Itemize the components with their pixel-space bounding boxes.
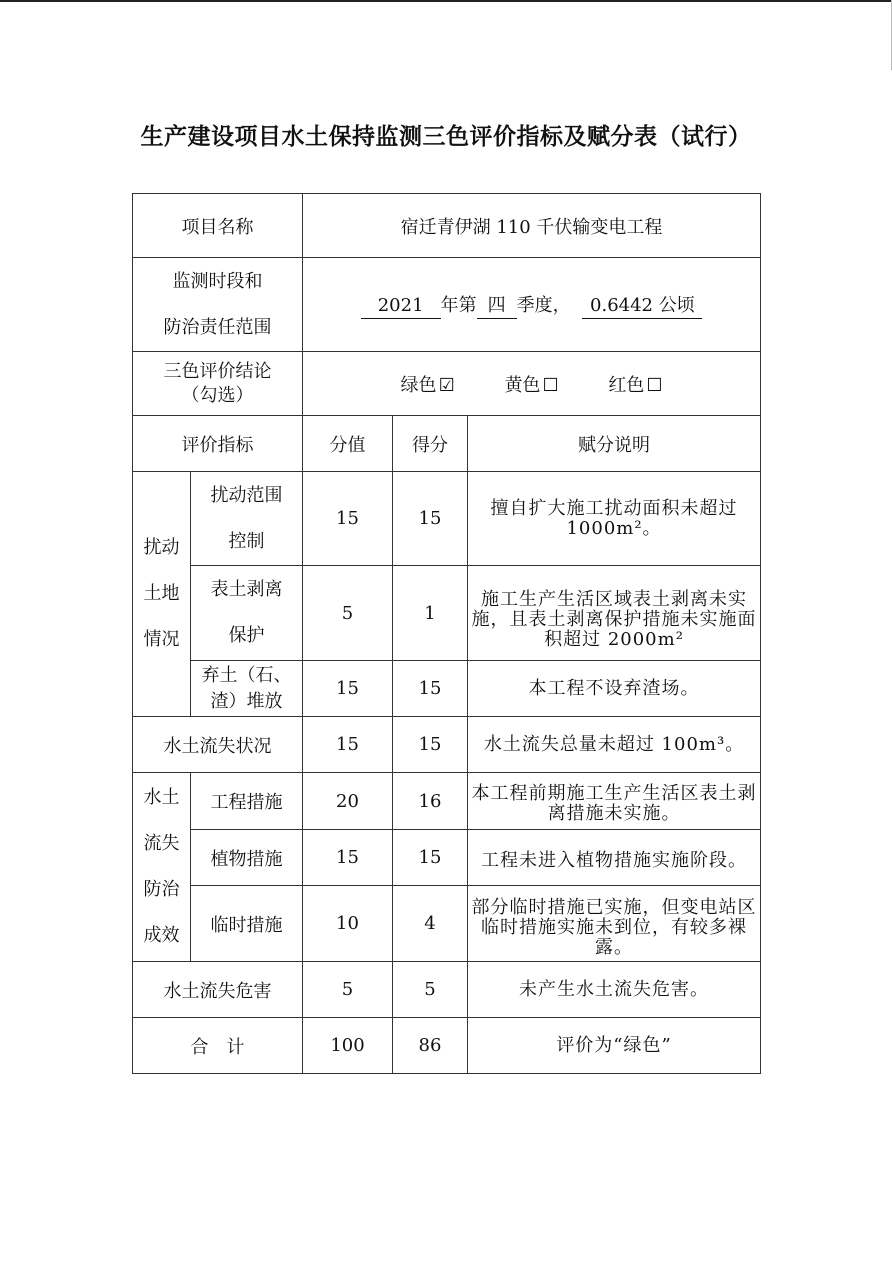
period-label-line1: 监测时段和	[172, 270, 263, 292]
group-control	[133, 773, 191, 962]
table-row	[133, 830, 761, 886]
table-row	[133, 566, 761, 661]
topsoil-score: 5	[303, 566, 393, 661]
temporary-desc: 部分临时措施已实施，但变电站区临时措施实施未到位，有较多裸露。	[468, 886, 761, 962]
project-row	[133, 194, 761, 258]
hazard-got: 5	[393, 962, 468, 1018]
period-value	[303, 258, 761, 352]
spoil-score: 15	[303, 661, 393, 717]
range-score: 15	[303, 472, 393, 566]
topsoil-got: 1	[393, 566, 468, 661]
loss-score: 15	[303, 717, 393, 773]
green-option[interactable]	[401, 371, 455, 397]
loss-desc: 水土流失总量未超过 100m³。	[468, 717, 761, 773]
total-row	[133, 1018, 761, 1074]
header-got: 得分	[393, 416, 468, 472]
red-label: 红色	[608, 374, 645, 396]
table-row	[133, 886, 761, 962]
range-label	[191, 472, 303, 566]
spoil-label-line2: 渣）堆放	[210, 690, 283, 712]
period-quarter: 四	[477, 294, 517, 319]
topsoil-label-line2: 保护	[228, 625, 265, 646]
engineering-label: 工程措施	[191, 773, 303, 830]
conclusion-label-line1: 三色评价结论	[163, 360, 272, 382]
spoil-got: 15	[393, 661, 468, 717]
hazard-score: 5	[303, 962, 393, 1018]
period-year: 2021	[361, 294, 441, 319]
spoil-label	[191, 661, 303, 717]
temporary-label: 临时措施	[191, 886, 303, 962]
topsoil-label	[191, 566, 303, 661]
period-quarter-suffix: 季度，	[516, 294, 571, 316]
topsoil-desc: 施工生产生活区域表土剥离未实施，且表土剥离保护措施未实施面积超过 2000m²	[468, 566, 761, 661]
total-score: 100	[303, 1018, 393, 1074]
period-label-line2: 防治责任范围	[163, 316, 272, 338]
group-disturb	[133, 472, 191, 717]
green-label: 绿色	[400, 374, 437, 396]
project-name: 宿迁青伊湖 110 千伏输变电工程	[303, 194, 761, 258]
conclusion-row	[133, 352, 761, 416]
page-top-border	[0, 0, 892, 2]
plant-desc: 工程未进入植物措施实施阶段。	[468, 830, 761, 886]
loss-got: 15	[393, 717, 468, 773]
temporary-score: 10	[303, 886, 393, 962]
loss-label: 水土流失状况	[133, 717, 303, 773]
total-label: 合 计	[133, 1018, 303, 1074]
table-row	[133, 962, 761, 1018]
total-desc: 评价为“绿色”	[468, 1018, 761, 1074]
table-row	[133, 472, 761, 566]
range-got: 15	[393, 472, 468, 566]
spoil-label-line1: 弃土（石、	[201, 664, 292, 686]
group-control-line4: 成效	[143, 925, 180, 946]
spoil-desc: 本工程不设弃渣场。	[468, 661, 761, 717]
table-row	[133, 717, 761, 773]
yellow-checkbox[interactable]: ☐	[542, 374, 559, 396]
group-control-line2: 流失	[143, 833, 180, 854]
header-explain: 赋分说明	[468, 416, 761, 472]
group-control-line1: 水土	[143, 787, 180, 808]
plant-score: 15	[303, 830, 393, 886]
yellow-label: 黄色	[504, 374, 541, 396]
period-year-suffix: 年第	[440, 294, 477, 316]
period-area: 0.6442 公顷	[582, 294, 702, 319]
hazard-desc: 未产生水土流失危害。	[468, 962, 761, 1018]
period-label	[133, 258, 303, 352]
table-row	[133, 661, 761, 717]
engineering-got: 16	[393, 773, 468, 830]
green-checkbox-checked[interactable]: ☑	[438, 374, 455, 396]
range-label-line1: 扰动范围	[210, 484, 283, 506]
range-desc: 擅自扩大施工扰动面积未超过 1000m²。	[468, 472, 761, 566]
range-label-line2: 控制	[228, 530, 265, 552]
yellow-option[interactable]	[504, 371, 558, 397]
project-label: 项目名称	[133, 194, 303, 258]
header-score: 分值	[303, 416, 393, 472]
conclusion-label	[133, 352, 303, 416]
group-control-line3: 防治	[143, 879, 180, 900]
table-row	[133, 773, 761, 830]
engineering-score: 20	[303, 773, 393, 830]
group-disturb-line2: 土地	[143, 583, 180, 604]
header-indicator: 评价指标	[133, 416, 303, 472]
total-got: 86	[393, 1018, 468, 1074]
conclusion-options	[303, 352, 761, 416]
group-disturb-line1: 扰动	[143, 537, 180, 558]
temporary-got: 4	[393, 886, 468, 962]
engineering-desc: 本工程前期施工生产生活区表土剥离措施未实施。	[468, 773, 761, 830]
plant-label: 植物措施	[191, 830, 303, 886]
group-disturb-line3: 情况	[143, 629, 180, 650]
topsoil-label-line1: 表土剥离	[210, 579, 283, 600]
red-option[interactable]	[608, 371, 662, 397]
plant-got: 15	[393, 830, 468, 886]
period-row	[133, 258, 761, 352]
red-checkbox[interactable]: ☐	[646, 374, 663, 396]
hazard-label: 水土流失危害	[133, 962, 303, 1018]
conclusion-label-line2: （勾选）	[181, 384, 254, 406]
page-title: 生产建设项目水土保持监测三色评价指标及赋分表（试行）	[140, 124, 752, 150]
evaluation-table	[132, 193, 761, 1074]
header-row	[133, 416, 761, 472]
